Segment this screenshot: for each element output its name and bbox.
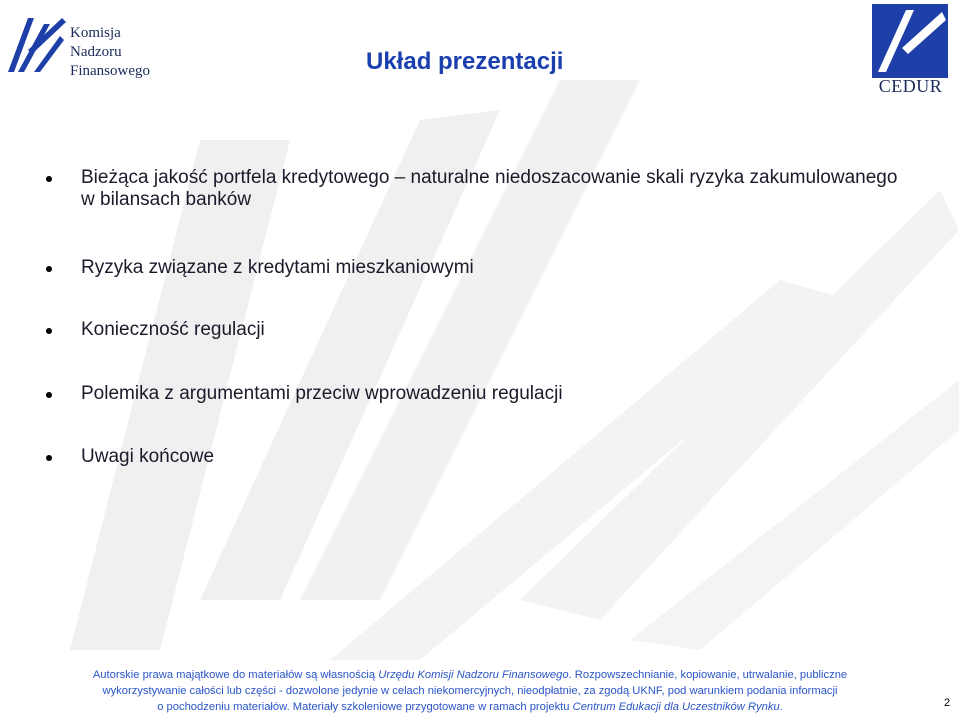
bullet-text: Uwagi końcowe [81, 446, 215, 467]
knf-logo-line: Komisja [70, 25, 121, 41]
footer-text: o pochodzeniu materiałów. Materiały szkoleniowe przygotowane w ramach projektu [157, 701, 573, 713]
footer-emphasis: Centrum Edukacji dla Uczestników Rynku [572, 701, 780, 713]
copyright-footer [10, 667, 930, 715]
footer-line-2: wykorzystywanie całości lub części - dozwolone jedynie w celach niekomercyjnych, nieodpłatnie, za zgodą UKNF, pod warunkiem podania informacji [102, 685, 838, 697]
slide-title: Układ prezentacji [366, 48, 564, 75]
bullet-text: Ryzyka związane z kredytami mieszkaniowymi [81, 257, 474, 278]
footer-text: . [779, 701, 783, 713]
knf-logo-line: Nadzoru [70, 44, 122, 60]
footer-text: Autorskie prawa majątkowe do materiałów są własnością [92, 669, 379, 681]
footer-line-1 [10, 667, 930, 683]
bullet-text: Bieżąca jakość portfela kredytowego – naturalne niedoszacowanie skali ryzyka zakumulowanego w bilansach banków [81, 167, 898, 210]
cedur-logo-text: CEDUR [878, 76, 943, 96]
bullet-text: Polemika z argumentami przeciw wprowadzeniu regulacji [81, 383, 563, 404]
footer-line-3 [10, 699, 930, 715]
bullet-dot-icon [46, 455, 52, 461]
footer-emphasis: Urzędu Komisji Nadzoru Finansowego [378, 669, 569, 681]
bullet-dot-icon [46, 266, 52, 272]
bullet-text: Konieczność regulacji [81, 319, 265, 340]
bullet-dot-icon [46, 392, 52, 398]
bullet-dot-icon [46, 176, 52, 182]
knf-logo-line: Finansowego [70, 63, 150, 79]
page-number: 2 [944, 697, 951, 709]
bullet-dot-icon [46, 328, 52, 334]
footer-text: . Rozpowszechnianie, kopiowanie, utrwalanie, publiczne [568, 669, 848, 681]
